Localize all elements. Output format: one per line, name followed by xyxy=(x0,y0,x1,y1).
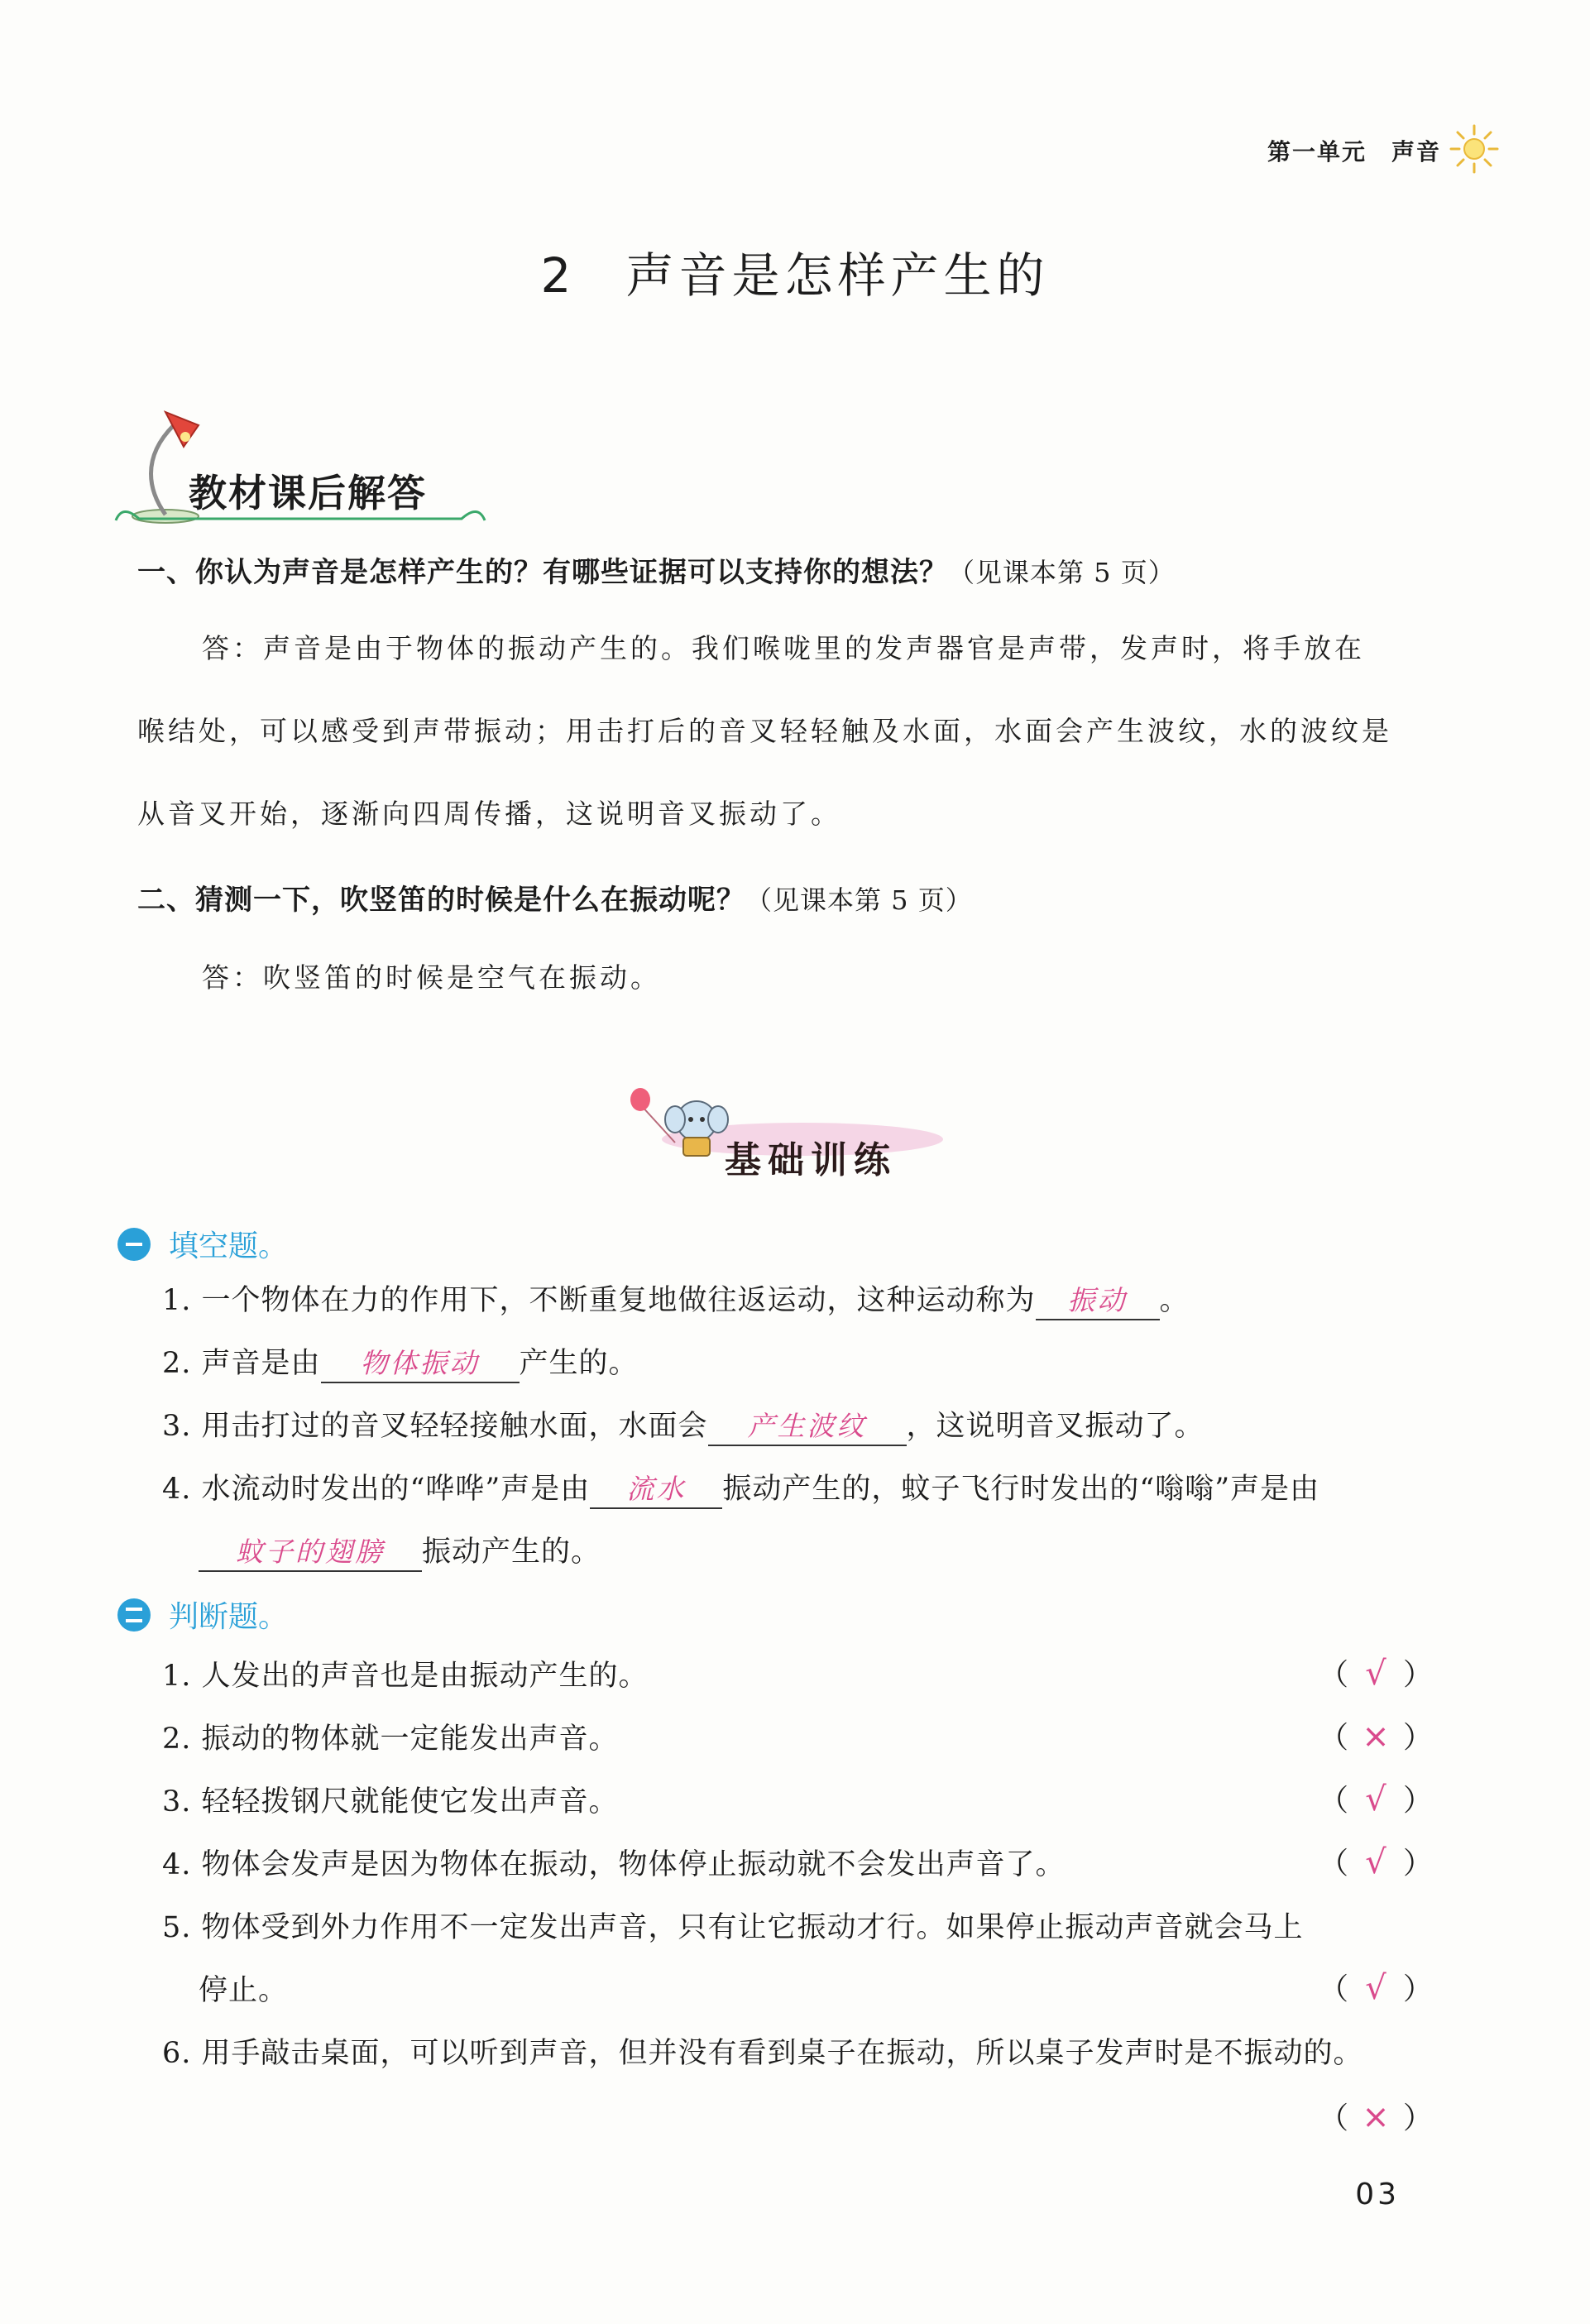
question-1-text: 一、你认为声音是怎样产生的？有哪些证据可以支持你的想法？ xyxy=(137,556,948,589)
training-banner: 基础训练 xyxy=(725,1139,897,1181)
section-heading: 教材课后解答 xyxy=(189,471,427,515)
bracket: （ xyxy=(1318,1658,1348,1692)
bracket: ） xyxy=(1402,1847,1433,1881)
answer-1-line: 答：声音是由于物体的振动产生的。我们喉咙里的发声器官是声带，发声时，将手放在 xyxy=(202,632,1365,664)
answer-1-line: 从音叉开始，逐渐向四周传播，这说明音叉振动了。 xyxy=(137,798,841,830)
lesson-title: 声音是怎样产生的 xyxy=(625,247,1050,304)
bracket: ） xyxy=(1402,1658,1433,1692)
judge-mark-4 xyxy=(1319,1840,1433,1882)
fill-item-text: 3. 用击打过的音叉轻轻接触水面，水面会 xyxy=(162,1410,708,1443)
bracket: ） xyxy=(1402,1784,1433,1818)
page-title xyxy=(0,237,1590,306)
fill-in-label: 填空题。 xyxy=(169,1229,289,1263)
part-two-icon xyxy=(117,1598,151,1632)
judge-item-6: 6. 用手敲击桌面，可以听到声音，但并没有看到桌子在振动，所以桌子发声时是不振动的。 xyxy=(162,2037,1363,2070)
page-number: 03 xyxy=(1355,2178,1400,2211)
fill-item-text: 振动产生的，蚊子飞行时发出的“嗡嗡”声是由 xyxy=(722,1473,1320,1506)
judge-mark-3 xyxy=(1319,1777,1433,1819)
part-one-icon xyxy=(117,1228,151,1261)
judge-mark-2 xyxy=(1319,1714,1433,1756)
fill-item-3 xyxy=(162,1403,1204,1446)
check-mark: √ xyxy=(1365,1969,1386,2007)
answer-2-line: 答：吹竖笛的时候是空气在振动。 xyxy=(202,961,661,994)
answer-2 xyxy=(137,937,1428,1019)
answer-blank: 流水 xyxy=(590,1471,722,1509)
check-mark: √ xyxy=(1365,1655,1386,1693)
check-mark: √ xyxy=(1365,1843,1386,1881)
lesson-number: 2 xyxy=(540,247,577,304)
judge-item-1: 1. 人发出的声音也是由振动产生的。 xyxy=(162,1660,649,1693)
answer-blank: 产生波纹 xyxy=(708,1408,907,1446)
bracket: ） xyxy=(1402,1721,1433,1755)
unit-topic: 声音 xyxy=(1391,138,1441,165)
bracket: ） xyxy=(1402,2101,1433,2135)
judge-item-4: 4. 物体会发声是因为物体在振动，物体停止振动就不会发出声音了。 xyxy=(162,1848,1066,1881)
question-2 xyxy=(137,877,973,918)
fill-item-1 xyxy=(162,1277,1190,1320)
answer-1-line: 喉结处，可以感受到声带振动；用击打后的音叉轻轻触及水面，水面会产生波纹，水的波纹是 xyxy=(137,715,1392,747)
cross-mark: × xyxy=(1362,1718,1390,1756)
unit-label: 第一单元 xyxy=(1267,138,1367,165)
judge-mark-5 xyxy=(1319,1966,1433,2008)
question-1-ref: （见课本第 5 页） xyxy=(948,557,1176,588)
judge-heading xyxy=(117,1593,288,1636)
judge-item-5: 5. 物体受到外力作用不一定发出声音，只有让它振动才行。如果停止振动声音就会马上 xyxy=(162,1911,1304,1944)
fill-item-text: 2. 声音是由 xyxy=(162,1347,321,1380)
bracket: （ xyxy=(1318,1847,1348,1881)
unit-header xyxy=(1267,134,1441,167)
fill-item-text: 产生的。 xyxy=(519,1347,639,1380)
judge-mark-6 xyxy=(1319,2095,1433,2137)
fill-item-text: 振动产生的。 xyxy=(422,1536,601,1569)
fill-in-heading xyxy=(117,1223,288,1265)
answer-1 xyxy=(137,607,1428,855)
bracket: ） xyxy=(1402,1972,1433,2006)
fill-item-4-cont xyxy=(199,1529,601,1572)
fill-item-text: 1. 一个物体在力的作用下，不断重复地做往返运动，这种运动称为 xyxy=(162,1284,1036,1317)
bracket: （ xyxy=(1318,1784,1348,1818)
judge-item-2: 2. 振动的物体就一定能发出声音。 xyxy=(162,1723,619,1756)
question-1 xyxy=(137,549,1176,590)
fill-item-text: ，这说明音叉振动了。 xyxy=(906,1410,1204,1443)
judge-item-3: 3. 轻轻拨钢尺就能使它发出声音。 xyxy=(162,1785,619,1818)
answer-blank: 物体振动 xyxy=(321,1345,520,1383)
question-2-ref: （见课本第 5 页） xyxy=(745,884,973,916)
answer-blank: 振动 xyxy=(1036,1282,1160,1320)
fill-item-text: 4. 水流动时发出的“哗哗”声是由 xyxy=(162,1473,591,1506)
fill-item-2 xyxy=(162,1340,639,1383)
bracket: （ xyxy=(1318,1972,1348,2006)
judge-item-5-cont: 停止。 xyxy=(199,1974,289,2007)
judge-label: 判断题。 xyxy=(169,1600,289,1634)
cross-mark: × xyxy=(1362,2098,1390,2136)
answer-blank: 蚊子的翅膀 xyxy=(199,1534,422,1572)
question-2-text: 二、猜测一下，吹竖笛的时候是什么在振动呢？ xyxy=(137,884,745,917)
sun-icon xyxy=(1448,122,1501,175)
fill-item-4 xyxy=(162,1466,1319,1509)
heading-underline xyxy=(114,501,486,525)
judge-mark-1 xyxy=(1319,1651,1433,1694)
check-mark: √ xyxy=(1365,1780,1386,1818)
bracket: （ xyxy=(1318,2101,1348,2135)
bracket: （ xyxy=(1318,1721,1348,1755)
fill-item-text: 。 xyxy=(1159,1284,1190,1317)
